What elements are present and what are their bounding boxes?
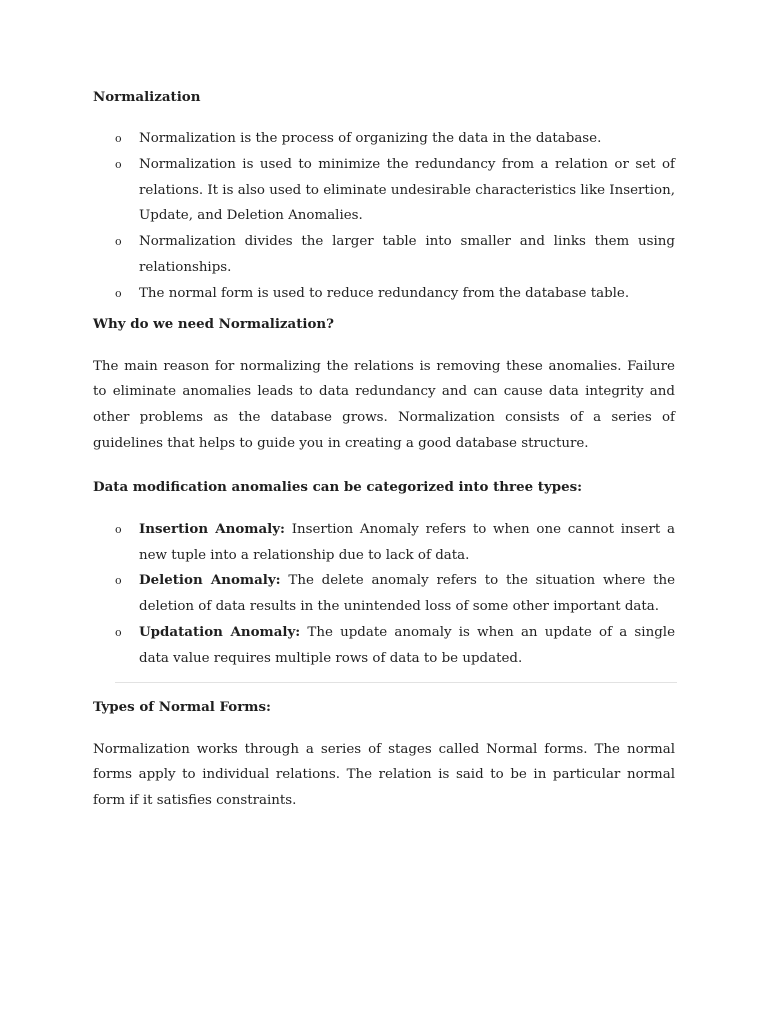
document-page — [93, 84, 675, 814]
bullet-icon: o — [115, 625, 122, 639]
list-item — [93, 281, 675, 307]
anomaly-description: The update anomaly is when an update of a single data value requires multiple rows of data to be updated. — [139, 624, 675, 666]
heading-why-normalization: Why do we need Normalization? — [93, 315, 334, 332]
heading-normalization: Normalization — [93, 89, 201, 105]
anomaly-description: The delete anomaly refers to the situation where the deletion of data results in the unintended loss of some other important data. — [139, 573, 675, 615]
list-item — [93, 568, 675, 620]
heading-normal-forms: Types of Normal Forms: — [93, 698, 271, 715]
heading-anomaly-types: Data modification anomalies can be categorized into three types: — [93, 478, 583, 495]
anomaly-description: Insertion Anomaly refers to when one cannot insert a new tuple into a relationship due to lack of data. — [139, 521, 675, 563]
anomaly-term: Deletion Anomaly: — [139, 572, 281, 589]
normalization-bullet-list — [93, 126, 675, 307]
list-item-text: Normalization is the process of organizing the data in the database. — [139, 131, 602, 146]
bullet-icon: o — [115, 286, 122, 300]
bullet-icon: o — [115, 574, 122, 588]
list-item — [93, 229, 675, 281]
list-item-text: The normal form is used to reduce redundancy from the database table. — [139, 285, 630, 301]
paragraph-normal-forms: Normalization works through a series of stages called Normal forms. The normal forms apply to individual relations. The relation is said to be in particular normal form if it satisfies constraints. — [93, 741, 675, 809]
anomaly-bullet-list — [93, 517, 675, 672]
anomaly-term: Insertion Anomaly: — [139, 520, 285, 537]
horizontal-divider — [115, 682, 677, 683]
list-item — [93, 152, 675, 229]
list-item-text: Normalization is used to minimize the redundancy from a relation or set of relations. It is also used to eliminate undesirable characteristics like Insertion, Update, and Deletion Anomalies. — [139, 156, 675, 224]
anomaly-term: Updatation Anomaly: — [139, 623, 301, 640]
list-item — [93, 517, 675, 569]
bullet-icon: o — [115, 522, 122, 536]
list-item — [93, 620, 675, 672]
paragraph-why-normalization: The main reason for normalizing the relations is removing these anomalies. Failure to eliminate anomalies leads to data redundancy and can cause data integrity and other problems as the database grows. Normalization consists of a series of guidelines that helps to guide you in creating a good database structure. — [93, 358, 675, 451]
bullet-icon: o — [115, 235, 122, 249]
list-item — [93, 126, 675, 152]
bullet-icon: o — [115, 132, 122, 145]
bullet-icon: o — [115, 157, 122, 171]
list-item-text: Normalization divides the larger table into smaller and links them using relationships. — [139, 234, 675, 275]
